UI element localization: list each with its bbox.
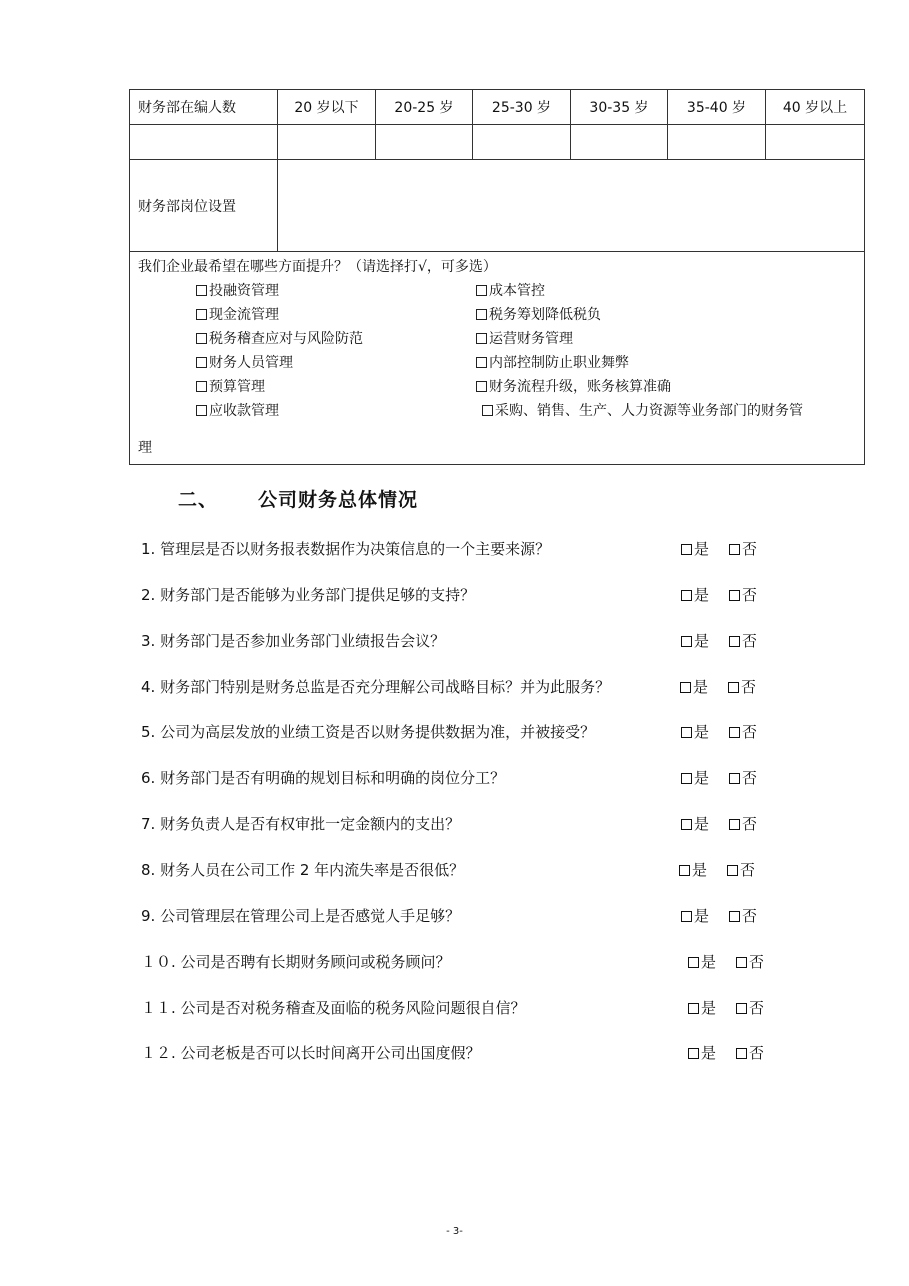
checkbox-icon[interactable] [681, 819, 692, 830]
checkbox-icon[interactable] [729, 544, 740, 555]
question-text: 1. 管理层是否以财务报表数据作为决策信息的一个主要来源？ [141, 540, 551, 558]
yes-no-choice: 是 否 [681, 538, 757, 559]
yes-no-choice: 是 否 [680, 676, 756, 697]
staff-count-cell[interactable] [278, 125, 376, 160]
option-wrap-text: 理 [138, 440, 152, 456]
checkbox-icon[interactable] [736, 957, 747, 968]
option-item[interactable]: 内部控制防止职业舞弊 [476, 352, 629, 372]
section-heading [178, 485, 418, 512]
age-header: 25-30 岁 [473, 90, 571, 125]
checkbox-icon[interactable] [727, 865, 738, 876]
positions-value[interactable] [278, 160, 865, 252]
checkbox-icon[interactable] [736, 1048, 747, 1059]
checkbox-icon[interactable] [681, 773, 692, 784]
yes-no-choice: 是 否 [681, 767, 757, 788]
option-item[interactable]: 运营财务管理 [476, 328, 573, 348]
option-item[interactable]: 应收款管理 [196, 400, 279, 420]
improvement-question: 我们企业最希望在哪些方面提升？（请选择打√，可多选） [138, 259, 497, 275]
yes-no-choice: 是 否 [681, 813, 757, 834]
checkbox-icon[interactable] [729, 636, 740, 647]
question-text: １２. 公司老板是否可以长时间离开公司出国度假？ [141, 1044, 481, 1062]
checkbox-icon[interactable] [196, 405, 207, 416]
yes-no-choice: 是 否 [681, 630, 757, 651]
checkbox-icon[interactable] [729, 727, 740, 738]
positions-row [130, 160, 865, 252]
checkbox-icon[interactable] [476, 333, 487, 344]
page-number: - 3- [446, 1226, 463, 1237]
yes-no-choice: 是 否 [681, 721, 757, 742]
checkbox-icon[interactable] [196, 309, 207, 320]
checkbox-icon[interactable] [196, 285, 207, 296]
staff-count-row [130, 125, 865, 160]
question-text: 2. 财务部门是否能够为业务部门提供足够的支持？ [141, 586, 476, 604]
staff-info-table [129, 89, 865, 465]
checkbox-icon[interactable] [729, 773, 740, 784]
age-header-row [130, 90, 865, 125]
staff-count-cell[interactable] [766, 125, 865, 160]
section-title: 公司财务总体情况 [258, 489, 419, 511]
checkbox-icon[interactable] [681, 727, 692, 738]
option-item[interactable]: 投融资管理 [196, 280, 279, 300]
staff-count-cell[interactable] [473, 125, 571, 160]
age-header: 20 岁以下 [278, 90, 376, 125]
option-item[interactable]: 现金流管理 [196, 304, 279, 324]
checkbox-icon[interactable] [196, 333, 207, 344]
staff-count-cell[interactable] [376, 125, 473, 160]
question-text: １１. 公司是否对税务稽查及面临的税务风险问题很自信？ [141, 999, 526, 1017]
age-header: 35-40 岁 [668, 90, 766, 125]
yes-no-choice: 是 否 [688, 1042, 764, 1063]
question-text: 4. 财务部门特别是财务总监是否充分理解公司战略目标？并为此服务？ [141, 678, 611, 696]
option-item[interactable]: 财务流程升级，账务核算准确 [476, 376, 671, 396]
question-text: １０. 公司是否聘有长期财务顾问或税务顾问？ [141, 953, 451, 971]
age-header: 40 岁以上 [766, 90, 865, 125]
checkbox-icon[interactable] [196, 381, 207, 392]
section-number: 二、 [178, 489, 219, 511]
positions-label: 财务部岗位设置 [130, 160, 278, 252]
checkbox-icon[interactable] [476, 381, 487, 392]
improvement-row [130, 252, 865, 465]
age-header: 20-25 岁 [376, 90, 473, 125]
checkbox-icon[interactable] [688, 957, 699, 968]
checkbox-icon[interactable] [679, 865, 690, 876]
checkbox-icon[interactable] [736, 1003, 747, 1014]
yes-no-choice: 是 否 [681, 584, 757, 605]
checkbox-icon[interactable] [688, 1003, 699, 1014]
checkbox-icon[interactable] [729, 819, 740, 830]
checkbox-icon[interactable] [729, 911, 740, 922]
option-item[interactable]: 税务稽查应对与风险防范 [196, 328, 363, 348]
yes-no-choice: 是 否 [688, 997, 764, 1018]
staff-count-cell[interactable] [130, 125, 278, 160]
checkbox-icon[interactable] [196, 357, 207, 368]
checkbox-icon[interactable] [476, 357, 487, 368]
checkbox-icon[interactable] [681, 590, 692, 601]
staff-count-cell[interactable] [668, 125, 766, 160]
checkbox-icon[interactable] [681, 544, 692, 555]
question-text: 5. 公司为高层发放的业绩工资是否以财务提供数据为准，并被接受？ [141, 723, 596, 741]
question-text: 8. 财务人员在公司工作 2 年内流失率是否很低？ [141, 861, 465, 879]
option-item[interactable]: 采购、销售、生产、人力资源等业务部门的财务管 [482, 400, 803, 420]
yes-no-choice: 是 否 [681, 905, 757, 926]
checkbox-icon[interactable] [729, 590, 740, 601]
question-text: 7. 财务负责人是否有权审批一定金额内的支出？ [141, 815, 461, 833]
option-item[interactable]: 财务人员管理 [196, 352, 293, 372]
yes-no-choice: 是 否 [679, 859, 755, 880]
yes-no-choice: 是 否 [688, 951, 764, 972]
option-item[interactable]: 预算管理 [196, 376, 265, 396]
checkbox-icon[interactable] [681, 911, 692, 922]
staff-count-label: 财务部在编人数 [130, 90, 278, 125]
checkbox-icon[interactable] [680, 682, 691, 693]
question-text: 3. 财务部门是否参加业务部门业绩报告会议？ [141, 632, 446, 650]
question-text: 9. 公司管理层在管理公司上是否感觉人手足够？ [141, 907, 461, 925]
checkbox-icon[interactable] [476, 309, 487, 320]
improvement-options [130, 252, 865, 465]
option-item[interactable]: 成本管控 [476, 280, 545, 300]
checkbox-icon[interactable] [681, 636, 692, 647]
checkbox-icon[interactable] [688, 1048, 699, 1059]
checkbox-icon[interactable] [728, 682, 739, 693]
checkbox-icon[interactable] [476, 285, 487, 296]
question-text: 6. 财务部门是否有明确的规划目标和明确的岗位分工？ [141, 769, 506, 787]
checkbox-icon[interactable] [482, 405, 493, 416]
staff-count-cell[interactable] [571, 125, 668, 160]
option-item[interactable]: 税务筹划降低税负 [476, 304, 601, 324]
age-header: 30-35 岁 [571, 90, 668, 125]
